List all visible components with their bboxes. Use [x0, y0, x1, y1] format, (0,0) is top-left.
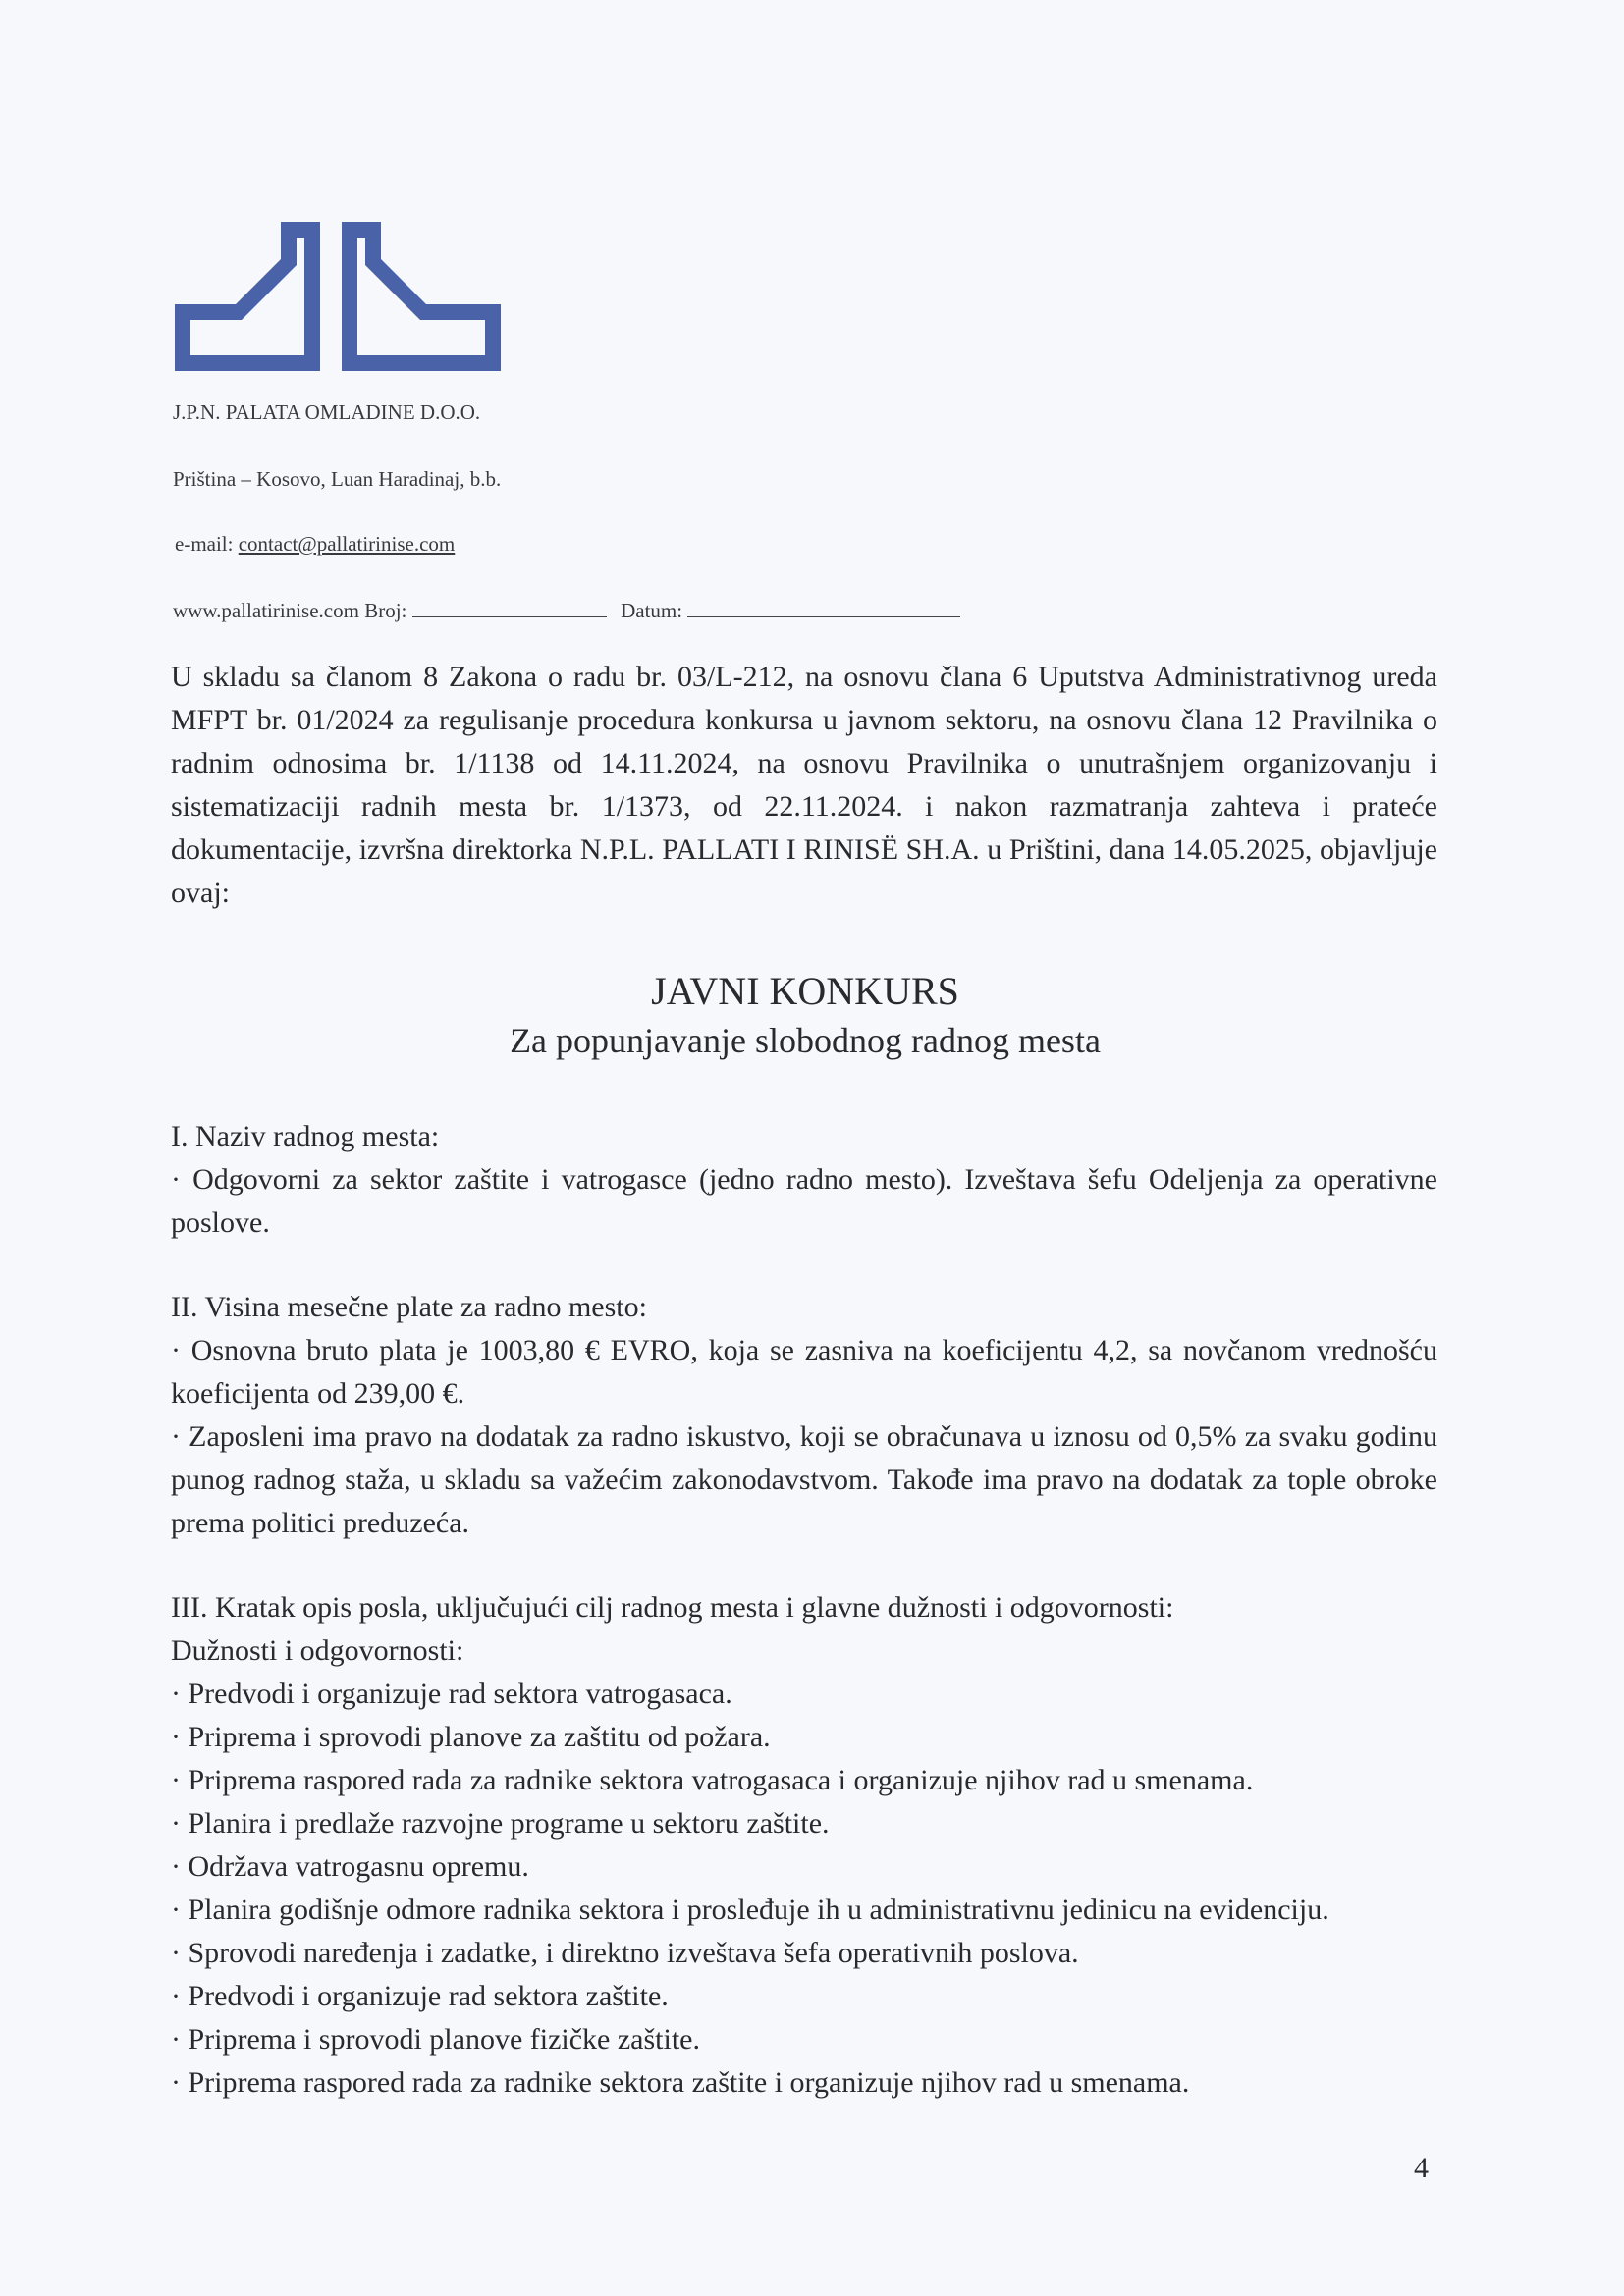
- intro-paragraph: U skladu sa članom 8 Zakona o radu br. 03/L-212, na osnovu člana 6 Uputstva Administrativnog ureda MFPT br. 01/2024 za regulisanje procedura konkursa u javnom sektoru, na osnovu člana 12 Pravilnika o radnim odnosima br. 1/1138 od 14.11.2024, na osnovu Pravilnika o unutrašnjem organizovanju i sistematizaciji radnih mesta br. 1/1373, od 22.11.2024. i nakon razmatranja zahteva i prateće dokumentacije, izvršna direktorka N.P.L. PALLATI I RINISË SH.A. u Prištini, dana 14.05.2025, objavljuje ovaj:: [171, 661, 1437, 909]
- company-name: J.P.N. PALATA OMLADINE D.O.O.: [173, 400, 481, 424]
- document-subtitle: Za popunjavanje slobodnog radnog mesta: [510, 1021, 1101, 1060]
- datum-label: Datum:: [621, 599, 683, 622]
- datum-field: [687, 616, 960, 617]
- section-subheading: Dužnosti i odgovornosti:: [171, 1634, 464, 1667]
- list-item: · Osnovna bruto plata je 1003,80 € EVRO, koja se zasniva na koeficijentu 4,2, sa novčanom vrednošću koeficijenta od 239,00 €.: [171, 1334, 1437, 1410]
- section-salary: [171, 1286, 1437, 1545]
- section-job-title: [171, 1115, 1437, 1245]
- company-address: Priština – Kosovo, Luan Haradinaj, b.b.: [173, 467, 502, 491]
- list-item: · Predvodi i organizuje rad sektora vatrogasaca.: [171, 1678, 732, 1710]
- email-line: [175, 532, 455, 557]
- list-item: · Priprema i sprovodi planove fizičke zaštite.: [171, 2023, 700, 2056]
- list-item: · Planira godišnje odmore radnika sektora i prosleđuje ih u administrativnu jedinicu na evidenciju.: [171, 1894, 1329, 1926]
- email-label: e-mail:: [175, 532, 239, 556]
- broj-label: Broj:: [364, 599, 407, 622]
- list-item: · Priprema raspored rada za radnike sektora vatrogasaca i organizuje njihov rad u smenama.: [171, 1764, 1254, 1796]
- list-item: · Predvodi i organizuje rad sektora zaštite.: [171, 1980, 669, 2012]
- website-text: www.pallatirinise.com: [173, 599, 359, 622]
- page-number: 4: [1414, 2152, 1429, 2184]
- broj-field: [412, 616, 607, 617]
- reference-line: [173, 599, 960, 623]
- section-duties: [171, 1586, 1437, 2105]
- list-item: · Planira i predlaže razvojne programe u sektoru zaštite.: [171, 1807, 830, 1840]
- list-item: · Odgovorni za sektor zaštite i vatrogasce (jedno radno mesto). Izveštava šefu Odeljenja za operativne poslove.: [171, 1163, 1437, 1239]
- section-heading: I. Naziv radnog mesta:: [171, 1120, 440, 1152]
- pallati-rinise-logo-icon: [173, 220, 503, 373]
- document-title: JAVNI KONKURS: [651, 969, 959, 1013]
- section-heading: III. Kratak opis posla, uključujući cilj radnog mesta i glavne dužnosti i odgovornosti:: [171, 1591, 1174, 1624]
- list-item: · Zaposleni ima pravo na dodatak za radno iskustvo, koji se obračunava u iznosu od 0,5% za svaku godinu punog radnog staža, u skladu sa važećim zakonodavstvom. Takođe ima pravo na dodatak za tople obroke prema politici preduzeća.: [171, 1420, 1437, 1539]
- list-item: · Održava vatrogasnu opremu.: [171, 1850, 529, 1883]
- list-item: · Sprovodi naređenja i zadatke, i direktno izveštava šefa operativnih poslova.: [171, 1937, 1079, 1969]
- list-item: · Priprema raspored rada za radnike sektora zaštite i organizuje njihov rad u smenama.: [171, 2066, 1190, 2099]
- email-link[interactable]: contact@pallatirinise.com: [238, 532, 456, 556]
- list-item: · Priprema i sprovodi planove za zaštitu od požara.: [171, 1721, 771, 1753]
- section-heading: II. Visina mesečne plate za radno mesto:: [171, 1291, 647, 1323]
